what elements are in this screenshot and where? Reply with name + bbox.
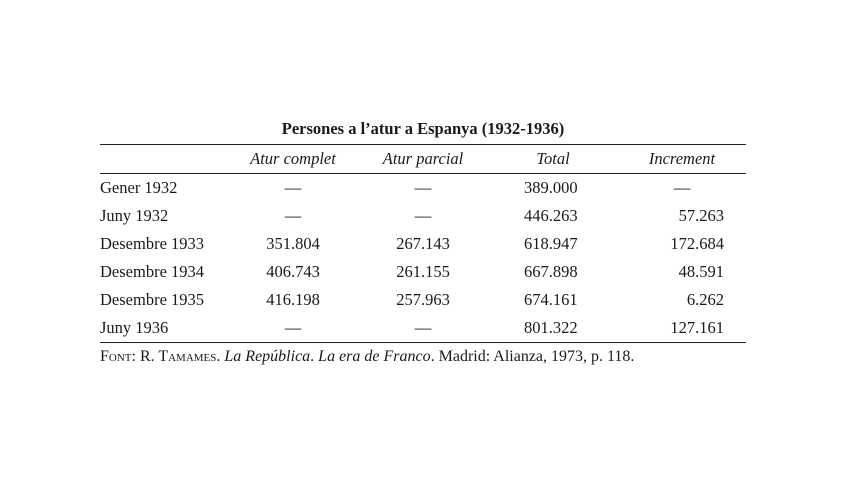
period-cell: Juny 1932: [100, 206, 169, 225]
table-row: [100, 286, 746, 314]
complet-cell: —: [284, 178, 302, 197]
parcial-cell: 261.155: [396, 262, 450, 281]
total-cell: 674.161: [524, 290, 578, 309]
table-title: Persones a l’atur a Espanya (1932-1936): [281, 119, 565, 138]
source-publisher: Madrid: Alianza, 1973, p. 118.: [438, 348, 635, 365]
parcial-cell: —: [358, 314, 488, 343]
table-row: [100, 258, 746, 286]
total-cell: 801.322: [488, 314, 618, 343]
source-work-1: La República: [224, 348, 311, 365]
complet-cell: 406.743: [266, 262, 320, 281]
table-row: [100, 202, 746, 230]
complet-cell: 416.198: [266, 290, 320, 309]
header-row: [100, 145, 746, 174]
increment-cell: 172.684: [670, 234, 724, 253]
col-header-increment: Increment: [618, 145, 746, 174]
increment-cell: —: [673, 178, 691, 197]
table-figure: [100, 118, 746, 366]
complet-cell: 351.804: [266, 234, 320, 253]
source-label: Font:: [100, 348, 136, 365]
total-cell: 446.263: [524, 206, 578, 225]
parcial-cell: —: [414, 206, 432, 225]
table-row: [100, 174, 746, 203]
source-work-2: La era de Franco: [318, 348, 431, 365]
parcial-cell: 267.143: [396, 234, 450, 253]
complet-cell: —: [228, 314, 358, 343]
period-cell: Gener 1932: [100, 178, 178, 197]
increment-cell: 57.263: [678, 206, 724, 225]
col-header-atur-complet: Atur complet: [228, 145, 358, 174]
col-header-period: [100, 145, 228, 174]
table-row: [100, 314, 746, 343]
table-row: [100, 230, 746, 258]
period-cell: Desembre 1934: [100, 262, 205, 281]
col-header-total: Total: [488, 145, 618, 174]
source-author: R. Tamames: [139, 348, 217, 365]
period-cell: Desembre 1935: [100, 290, 205, 309]
total-cell: 667.898: [524, 262, 578, 281]
unemployment-table: [100, 144, 746, 343]
source-note: Font: R. Tamames. La República. La era de Franco. Madrid: Alianza, 1973, p. 118.: [100, 348, 635, 365]
col-header-atur-parcial: Atur parcial: [358, 145, 488, 174]
increment-cell: 48.591: [678, 262, 724, 281]
parcial-cell: 257.963: [396, 290, 450, 309]
increment-cell: 6.262: [686, 290, 724, 309]
total-cell: 618.947: [524, 234, 578, 253]
total-cell: 389.000: [524, 178, 578, 197]
period-cell: Juny 1936: [100, 314, 228, 343]
increment-cell: 127.161: [618, 314, 746, 343]
period-cell: Desembre 1933: [100, 234, 205, 253]
complet-cell: —: [284, 206, 302, 225]
parcial-cell: —: [414, 178, 432, 197]
